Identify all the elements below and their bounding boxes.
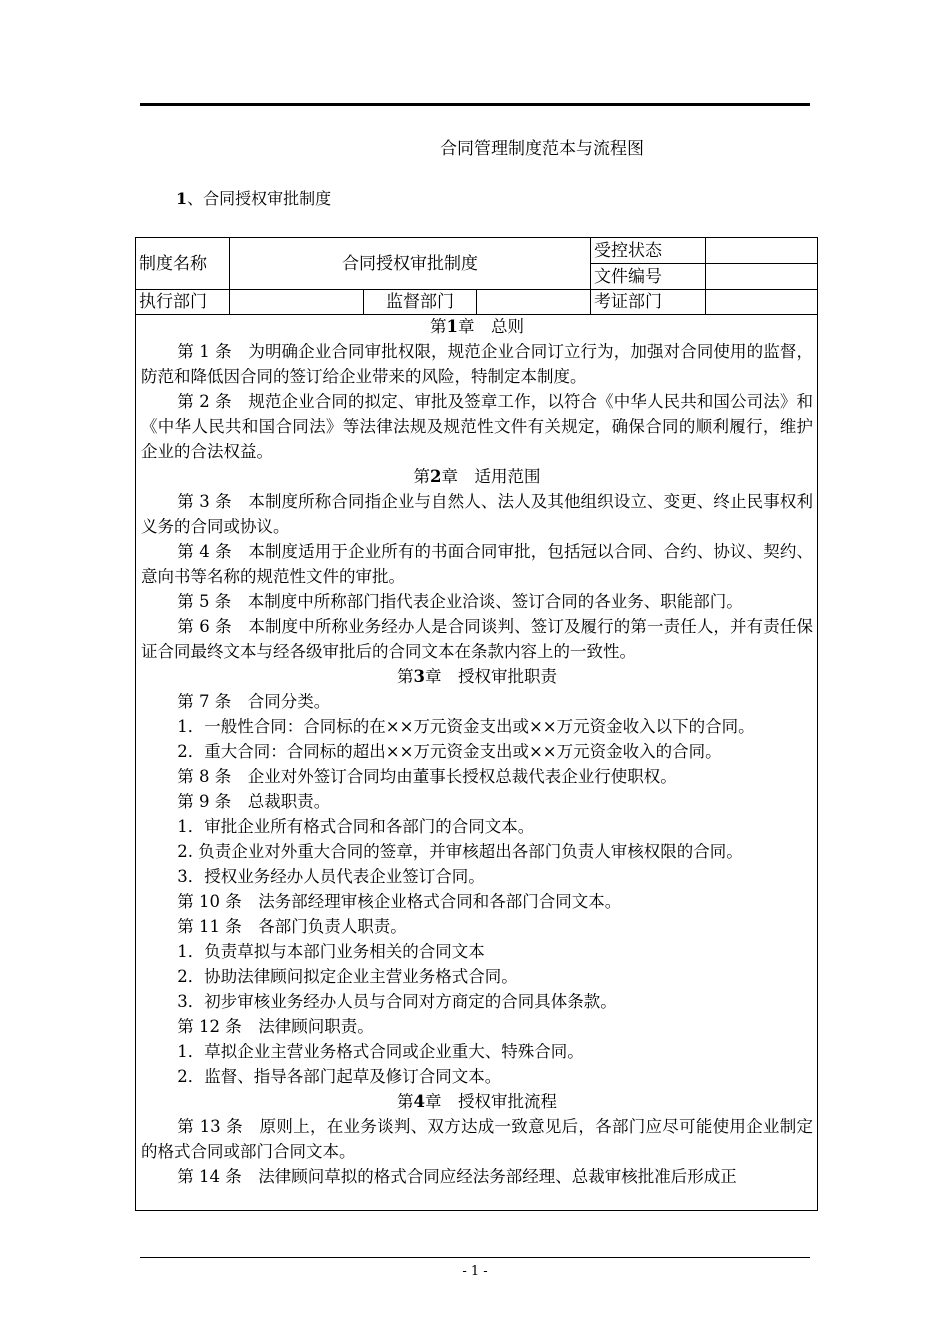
list-item: 3．初步审核业务经办人员与合同对方商定的合同具体条款。 bbox=[177, 992, 617, 1011]
article-9: 第 9 条 总裁职责。 bbox=[177, 792, 331, 811]
list-item: 2．监督、指导各部门起草及修订合同文本。 bbox=[177, 1067, 502, 1086]
verify-dept-label: 考证部门 bbox=[591, 290, 706, 315]
list-item: 2．协助法律顾问拟定企业主营业务格式合同。 bbox=[177, 967, 518, 986]
section-title: 、合同授权审批制度 bbox=[187, 189, 332, 208]
list-item: 2．重大合同：合同标的超出××万元资金支出或××万元资金收入的合同。 bbox=[177, 742, 722, 761]
section-heading bbox=[176, 188, 331, 210]
verify-dept-value bbox=[706, 290, 818, 315]
file-number-label: 文件编号 bbox=[591, 264, 706, 290]
controlled-status-value bbox=[706, 238, 818, 264]
page-number: - 1 - bbox=[462, 1264, 488, 1279]
exec-dept-label: 执行部门 bbox=[136, 290, 230, 315]
article-13: 第 13 条 原则上，在业务谈判、双方达成一致意见后，各部门应尽可能使用企业制定的格式合同或部门合同文本。 bbox=[141, 1117, 813, 1161]
article-4: 第 4 条 本制度适用于企业所有的书面合同审批，包括冠以合同、合约、协议、契约、意向书等名称的规范性文件的审批。 bbox=[141, 542, 813, 586]
section-number: 1 bbox=[176, 189, 188, 208]
policy-meta-table bbox=[135, 237, 818, 315]
chapter-heading: 第4章 授权审批流程 bbox=[397, 1092, 557, 1111]
article-12: 第 12 条 法律顾问职责。 bbox=[177, 1017, 374, 1036]
exec-dept-value bbox=[230, 290, 364, 315]
header-rule bbox=[140, 103, 810, 106]
policy-body bbox=[135, 314, 818, 1211]
controlled-status-label: 受控状态 bbox=[591, 238, 706, 264]
article-14: 第 14 条 法律顾问草拟的格式合同应经法务部经理、总裁审核批准后形成正 bbox=[177, 1167, 737, 1186]
chapter-heading: 第1章 总则 bbox=[430, 317, 524, 336]
article-7: 第 7 条 合同分类。 bbox=[177, 692, 331, 711]
list-item: 1．一般性合同：合同标的在××万元资金支出或××万元资金收入以下的合同。 bbox=[177, 717, 755, 736]
policy-name-value: 合同授权审批制度 bbox=[230, 238, 591, 290]
article-10: 第 10 条 法务部经理审核企业格式合同和各部门合同文本。 bbox=[177, 892, 622, 911]
article-1: 第 1 条 为明确企业合同审批权限，规范企业合同订立行为，加强对合同使用的监督，防范和降低因合同的签订给企业带来的风险，特制定本制度。 bbox=[141, 342, 813, 386]
supervise-dept-value bbox=[477, 290, 591, 315]
article-6: 第 6 条 本制度中所称业务经办人是合同谈判、签订及履行的第一责任人，并有责任保证合同最终文本与经各级审批后的合同文本在条款内容上的一致性。 bbox=[141, 617, 813, 661]
list-item: 3．授权业务经办人员代表企业签订合同。 bbox=[177, 867, 485, 886]
article-5: 第 5 条 本制度中所称部门指代表企业洽谈、签订合同的各业务、职能部门。 bbox=[177, 592, 743, 611]
supervise-dept-label: 监督部门 bbox=[364, 290, 477, 315]
article-8: 第 8 条 企业对外签订合同均由董事长授权总裁代表企业行使职权。 bbox=[177, 767, 677, 786]
chapter-heading: 第3章 授权审批职责 bbox=[397, 667, 557, 686]
article-2: 第 2 条 规范企业合同的拟定、审批及签章工作，以符合《中华人民共和国公司法》和《中华人民共和国合同法》等法律法规及规范性文件有关规定，确保合同的顺利履行，维护企业的合法权益。 bbox=[141, 392, 813, 461]
footer-rule bbox=[140, 1257, 810, 1258]
document-title: 合同管理制度范本与流程图 bbox=[440, 139, 644, 159]
file-number-value bbox=[706, 264, 818, 290]
article-3: 第 3 条 本制度所称合同指企业与自然人、法人及其他组织设立、变更、终止民事权利义务的合同或协议。 bbox=[141, 492, 813, 536]
list-item: 1．审批企业所有格式合同和各部门的合同文本。 bbox=[177, 817, 535, 836]
list-item: 1．负责草拟与本部门业务相关的合同文本 bbox=[177, 942, 485, 961]
chapter-heading: 第2章 适用范围 bbox=[413, 467, 541, 486]
list-item: 1．草拟企业主营业务格式合同或企业重大、特殊合同。 bbox=[177, 1042, 584, 1061]
policy-name-label: 制度名称 bbox=[136, 238, 230, 290]
list-item: 2. 负责企业对外重大合同的签章，并审核超出各部门负责人审核权限的合同。 bbox=[177, 842, 743, 861]
article-11: 第 11 条 各部门负责人职责。 bbox=[177, 917, 407, 936]
